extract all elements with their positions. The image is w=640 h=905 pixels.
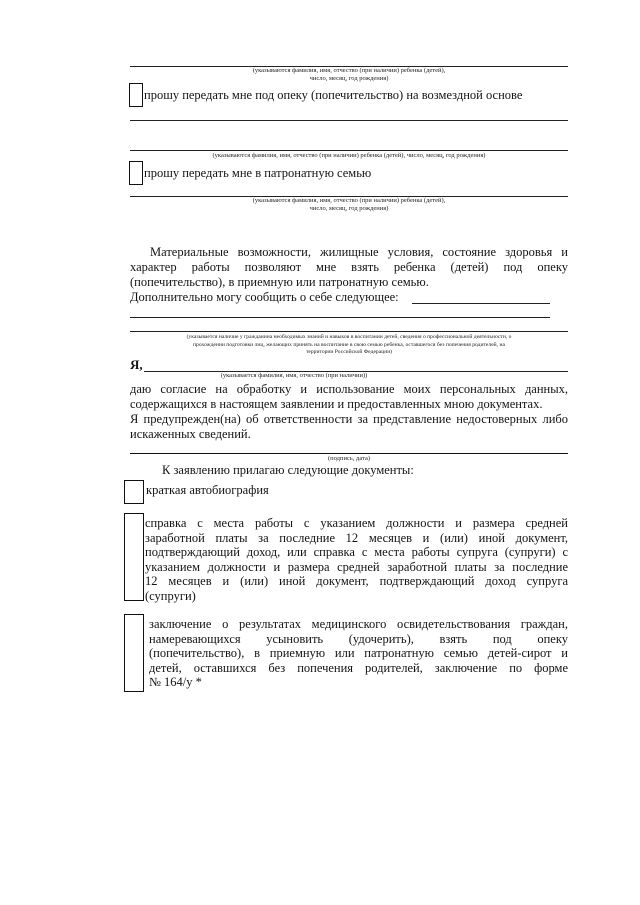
child-name-caption-1: (указываются фамилия, имя, отчество (при наличии) ребенка (детей), число, месяц, год рождения)	[252, 67, 446, 82]
consent-line-1: даю согласие на обработку и использование моих персональных данных,	[130, 382, 568, 396]
material-line-3: (попечительство), в приемную или патронатную семью.	[130, 274, 429, 289]
foster-family-label: прошу передать мне в патронатную семью	[144, 166, 372, 180]
medical-report-checkbox[interactable]	[124, 614, 144, 692]
foster-family-checkbox[interactable]	[129, 161, 143, 185]
additional-info-line-2[interactable]	[130, 317, 550, 318]
autobiography-checkbox[interactable]	[124, 480, 144, 504]
child-name-caption-3: (указываются фамилия, имя, отчество (при наличии) ребенка (детей), число, месяц, год рождения)	[252, 197, 446, 212]
consent-line-3: Я предупрежден(на) об ответственности за представление недостоверных либо	[130, 411, 568, 426]
paid-guardianship-line-1[interactable]	[130, 120, 568, 121]
i-label: Я,	[130, 357, 143, 372]
autobiography-label: краткая автобиография	[146, 483, 269, 497]
signature-line[interactable]	[130, 453, 568, 454]
consent-line-4: искаженных сведений.	[130, 426, 251, 441]
medical-report-text: заключение о результатах медицинского освидетельствования граждан, намеревающихся усыновить (удочерить), взять под опеку (попечительство), в приемную или патронатную семью детей-сирот и детей, оставшихся без попечения родителей, заключение по форме № 164/у *	[149, 617, 568, 690]
income-certificate-text: справка с места работы с указанием должности и размера средней заработной платы за последние 12 месяцев и (или) иной документ, подтверждающий доход, или справка с места работы супруга (супруги) с указанием должности и размера средней заработной платы за последние 12 месяцев и (или) иной документ, подтверждающий доход супруга (супруги)	[145, 516, 568, 603]
additional-info-label: Дополнительно могу сообщить о себе следующее:	[130, 289, 399, 304]
paid-guardianship-checkbox[interactable]	[129, 83, 143, 107]
material-line-2: характер работы позволяют мне взять ребенка (детей) под опеку	[130, 259, 568, 274]
paid-guardianship-line-2[interactable]	[130, 150, 568, 151]
income-certificate-checkbox[interactable]	[124, 513, 144, 601]
additional-info-input-line[interactable]	[412, 303, 550, 304]
consent-paragraph	[130, 382, 568, 442]
additional-info-line-3[interactable]	[130, 331, 568, 332]
material-conditions-paragraph	[130, 245, 568, 305]
signature-caption: (подпись, дата)	[327, 455, 371, 462]
material-line-1: Материальные возможности, жилищные условия, состояние здоровья и	[150, 245, 568, 259]
documents-heading: К заявлению прилагаю следующие документы:	[162, 463, 414, 477]
paid-guardianship-label: прошу передать мне под опеку (попечительство) на возмездной основе	[144, 88, 523, 102]
consent-line-2: содержащихся в настоящем заявлении и предоставленных мною документах.	[130, 396, 543, 411]
applicant-name-caption: (указывается фамилия, имя, отчество (при наличии))	[220, 372, 368, 379]
child-name-caption-2: (указываются фамилия, имя, отчество (при наличии) ребенка (детей), число, месяц, год рождения)	[212, 152, 486, 159]
additional-info-caption: (указывается наличие у гражданина необходимых знаний и навыков в воспитании детей, сведения о профессиональной деятельности, о прохождении подготовки лиц, желающих принять на воспитание в свою семью ребенка, оставшегося без попечения родителей, на территории Российской Федерации)	[186, 334, 512, 356]
